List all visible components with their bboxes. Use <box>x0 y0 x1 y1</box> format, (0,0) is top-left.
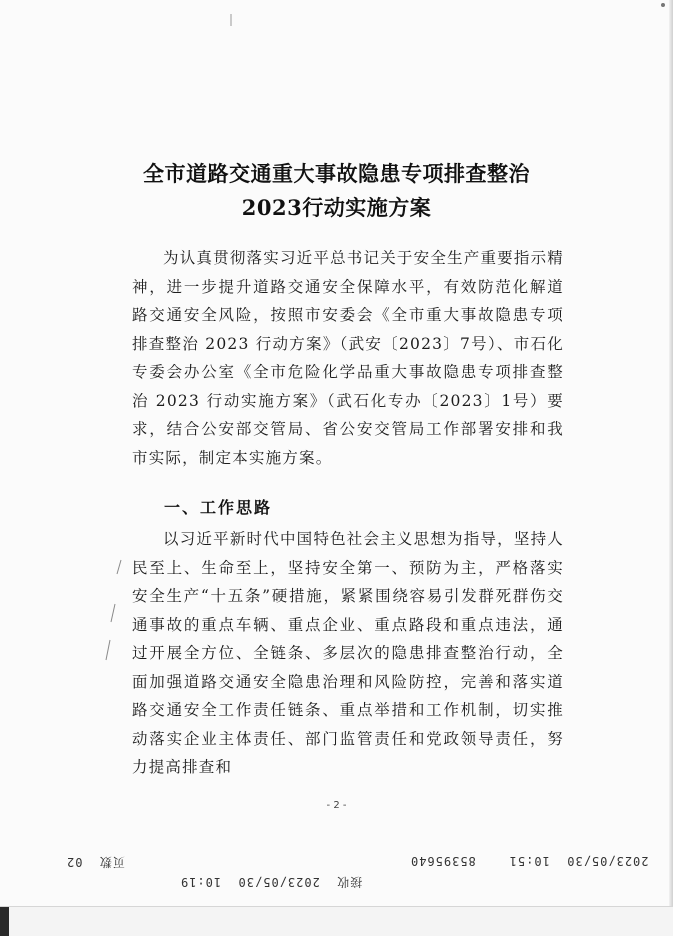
next-page-strip <box>0 906 673 936</box>
document-title-line-2: 2023行动实施方案 <box>241 195 432 220</box>
body-paragraph: 以习近平新时代中国特色社会主义思想为指导，坚持人民至上、生命至上，坚持安全第一、预防为主，严格落实安全生产“十五条”硬措施，紧紧围绕容易引发群死群伤交通事故的重点车辆、重点企业、重点路段和重点违法，通过开展全方位、全链条、多层次的隐患排查整治行动，全面加强道路交通安全隐患治理和风险防控，完善和落实道路交通安全工作责任链条、重点举措和工作机制，切实推动落实企业主体责任、部门监管责任和党政领导责任，努力提高排查和 <box>132 530 564 776</box>
fax-sender-timestamp: 2023/05/30 10:51 85395640 <box>410 854 649 868</box>
fax-received-timestamp: 接收 2023/05/30 10:19 <box>180 875 363 889</box>
document-title-line-1: 全市道路交通重大事故隐患专项排查整治 <box>143 161 530 186</box>
next-page-edge <box>0 907 9 936</box>
page-number: - 2 - <box>326 800 347 811</box>
section-heading: 一、工作思路 <box>164 498 273 517</box>
intro-paragraph: 为认真贯彻落实习近平总书记关于安全生产重要指示精神，进一步提升道路交通安全保障水平，有效防范化解道路交通安全风险，按照市安委会《全市重大事故隐患专项排查整治 2023 行动方案》（武安〔2023〕7号）、市石化专委会办公室《全市危险化学品重大事故隐患专项排查整治 2023 行动实施方案》（武石化专办〔2023〕1号）要求，结合公安部交管局、省公安交管局工作部署安排和我市实际，制定本实施方案。 <box>132 249 564 467</box>
fax-page-count: 页数 02 <box>66 855 125 869</box>
